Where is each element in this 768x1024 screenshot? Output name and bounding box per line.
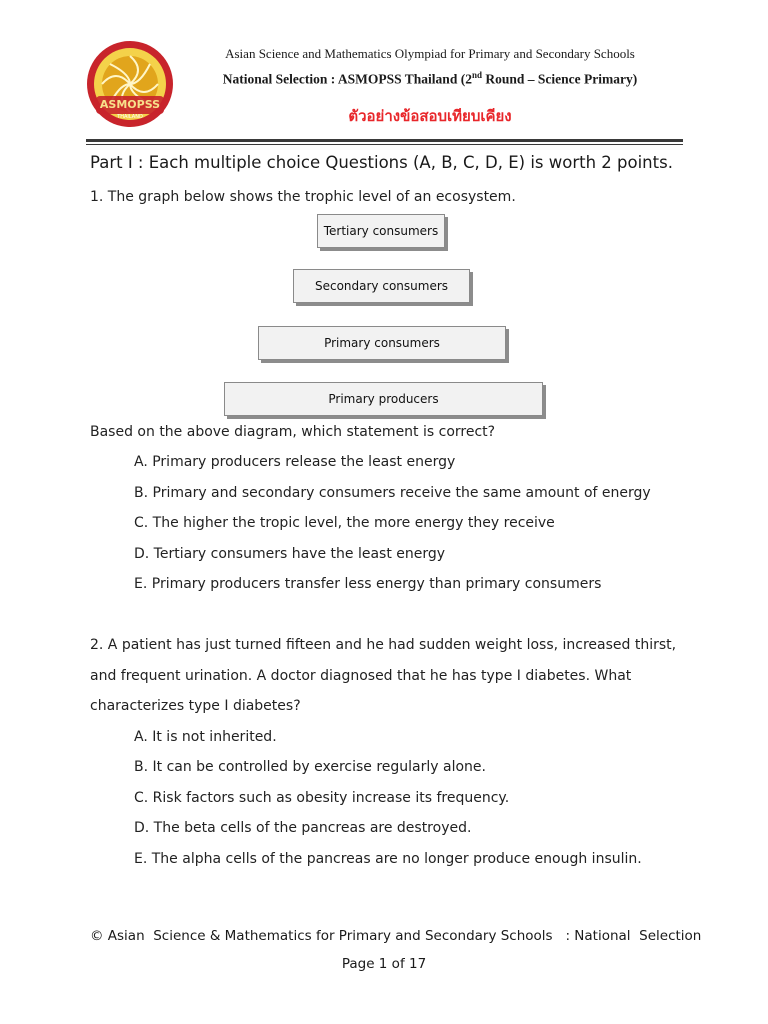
pyramid-level-producers: Primary producers (224, 382, 543, 416)
q2-option-e[interactable]: E. The alpha cells of the pancreas are no longer produce enough insulin. (134, 851, 642, 867)
header-thai-title: ตัวอย่างข้อสอบเทียบเคียง (348, 107, 512, 125)
q2-option-b[interactable]: B. It can be controlled by exercise regularly alone. (134, 759, 486, 775)
q2-option-d[interactable]: D. The beta cells of the pancreas are destroyed. (134, 820, 472, 836)
q2-option-c[interactable]: C. Risk factors such as obesity increase its frequency. (134, 790, 510, 806)
header-round-text: Round – Science Primary) (481, 71, 638, 87)
header-rule-thin (86, 144, 683, 145)
header-selection-text: National Selection : ASMOPSS Thailand (2 (222, 71, 472, 87)
q2-stem-line-3: characterizes type I diabetes? (90, 698, 301, 714)
q1-prompt: Based on the above diagram, which statement is correct? (90, 424, 496, 440)
asmopss-logo (86, 40, 174, 128)
pyramid-level-tertiary: Tertiary consumers (317, 214, 445, 248)
q2-stem-line-1: 2. A patient has just turned fifteen and he had sudden weight loss, increased thirst, (90, 637, 677, 653)
q2-stem-line-2: and frequent urination. A doctor diagnosed that he has type I diabetes. What (90, 668, 632, 684)
header-line-olympiad: Asian Science and Mathematics Olympiad for Primary and Secondary Schools (225, 46, 635, 61)
logo-subtext: THAILAND (117, 114, 143, 120)
pyramid-level-primary-consumers: Primary consumers (258, 326, 506, 360)
header-ordinal: nd (471, 70, 482, 80)
q1-option-a[interactable]: A. Primary producers release the least energy (134, 454, 456, 470)
header-rule-thick (86, 139, 683, 142)
footer-copyright: © Asian Science & Mathematics for Primary and Secondary Schools : National Selection (90, 928, 702, 944)
q1-option-c[interactable]: C. The higher the tropic level, the more energy they receive (134, 515, 555, 531)
q1-stem: 1. The graph below shows the trophic level of an ecosystem. (90, 189, 516, 205)
page-number: Page 1 of 17 (341, 956, 427, 972)
q1-option-d[interactable]: D. Tertiary consumers have the least energy (134, 546, 446, 562)
logo-text: ASMOPSS (99, 98, 161, 111)
q2-option-a[interactable]: A. It is not inherited. (134, 729, 277, 745)
pyramid-level-secondary: Secondary consumers (293, 269, 470, 303)
q1-option-e[interactable]: E. Primary producers transfer less energy than primary consumers (134, 576, 602, 592)
header-line-selection (180, 70, 680, 88)
part-heading: Part I : Each multiple choice Questions (A, B, C, D, E) is worth 2 points. (90, 153, 673, 172)
q1-option-b[interactable]: B. Primary and secondary consumers receive the same amount of energy (134, 485, 651, 501)
